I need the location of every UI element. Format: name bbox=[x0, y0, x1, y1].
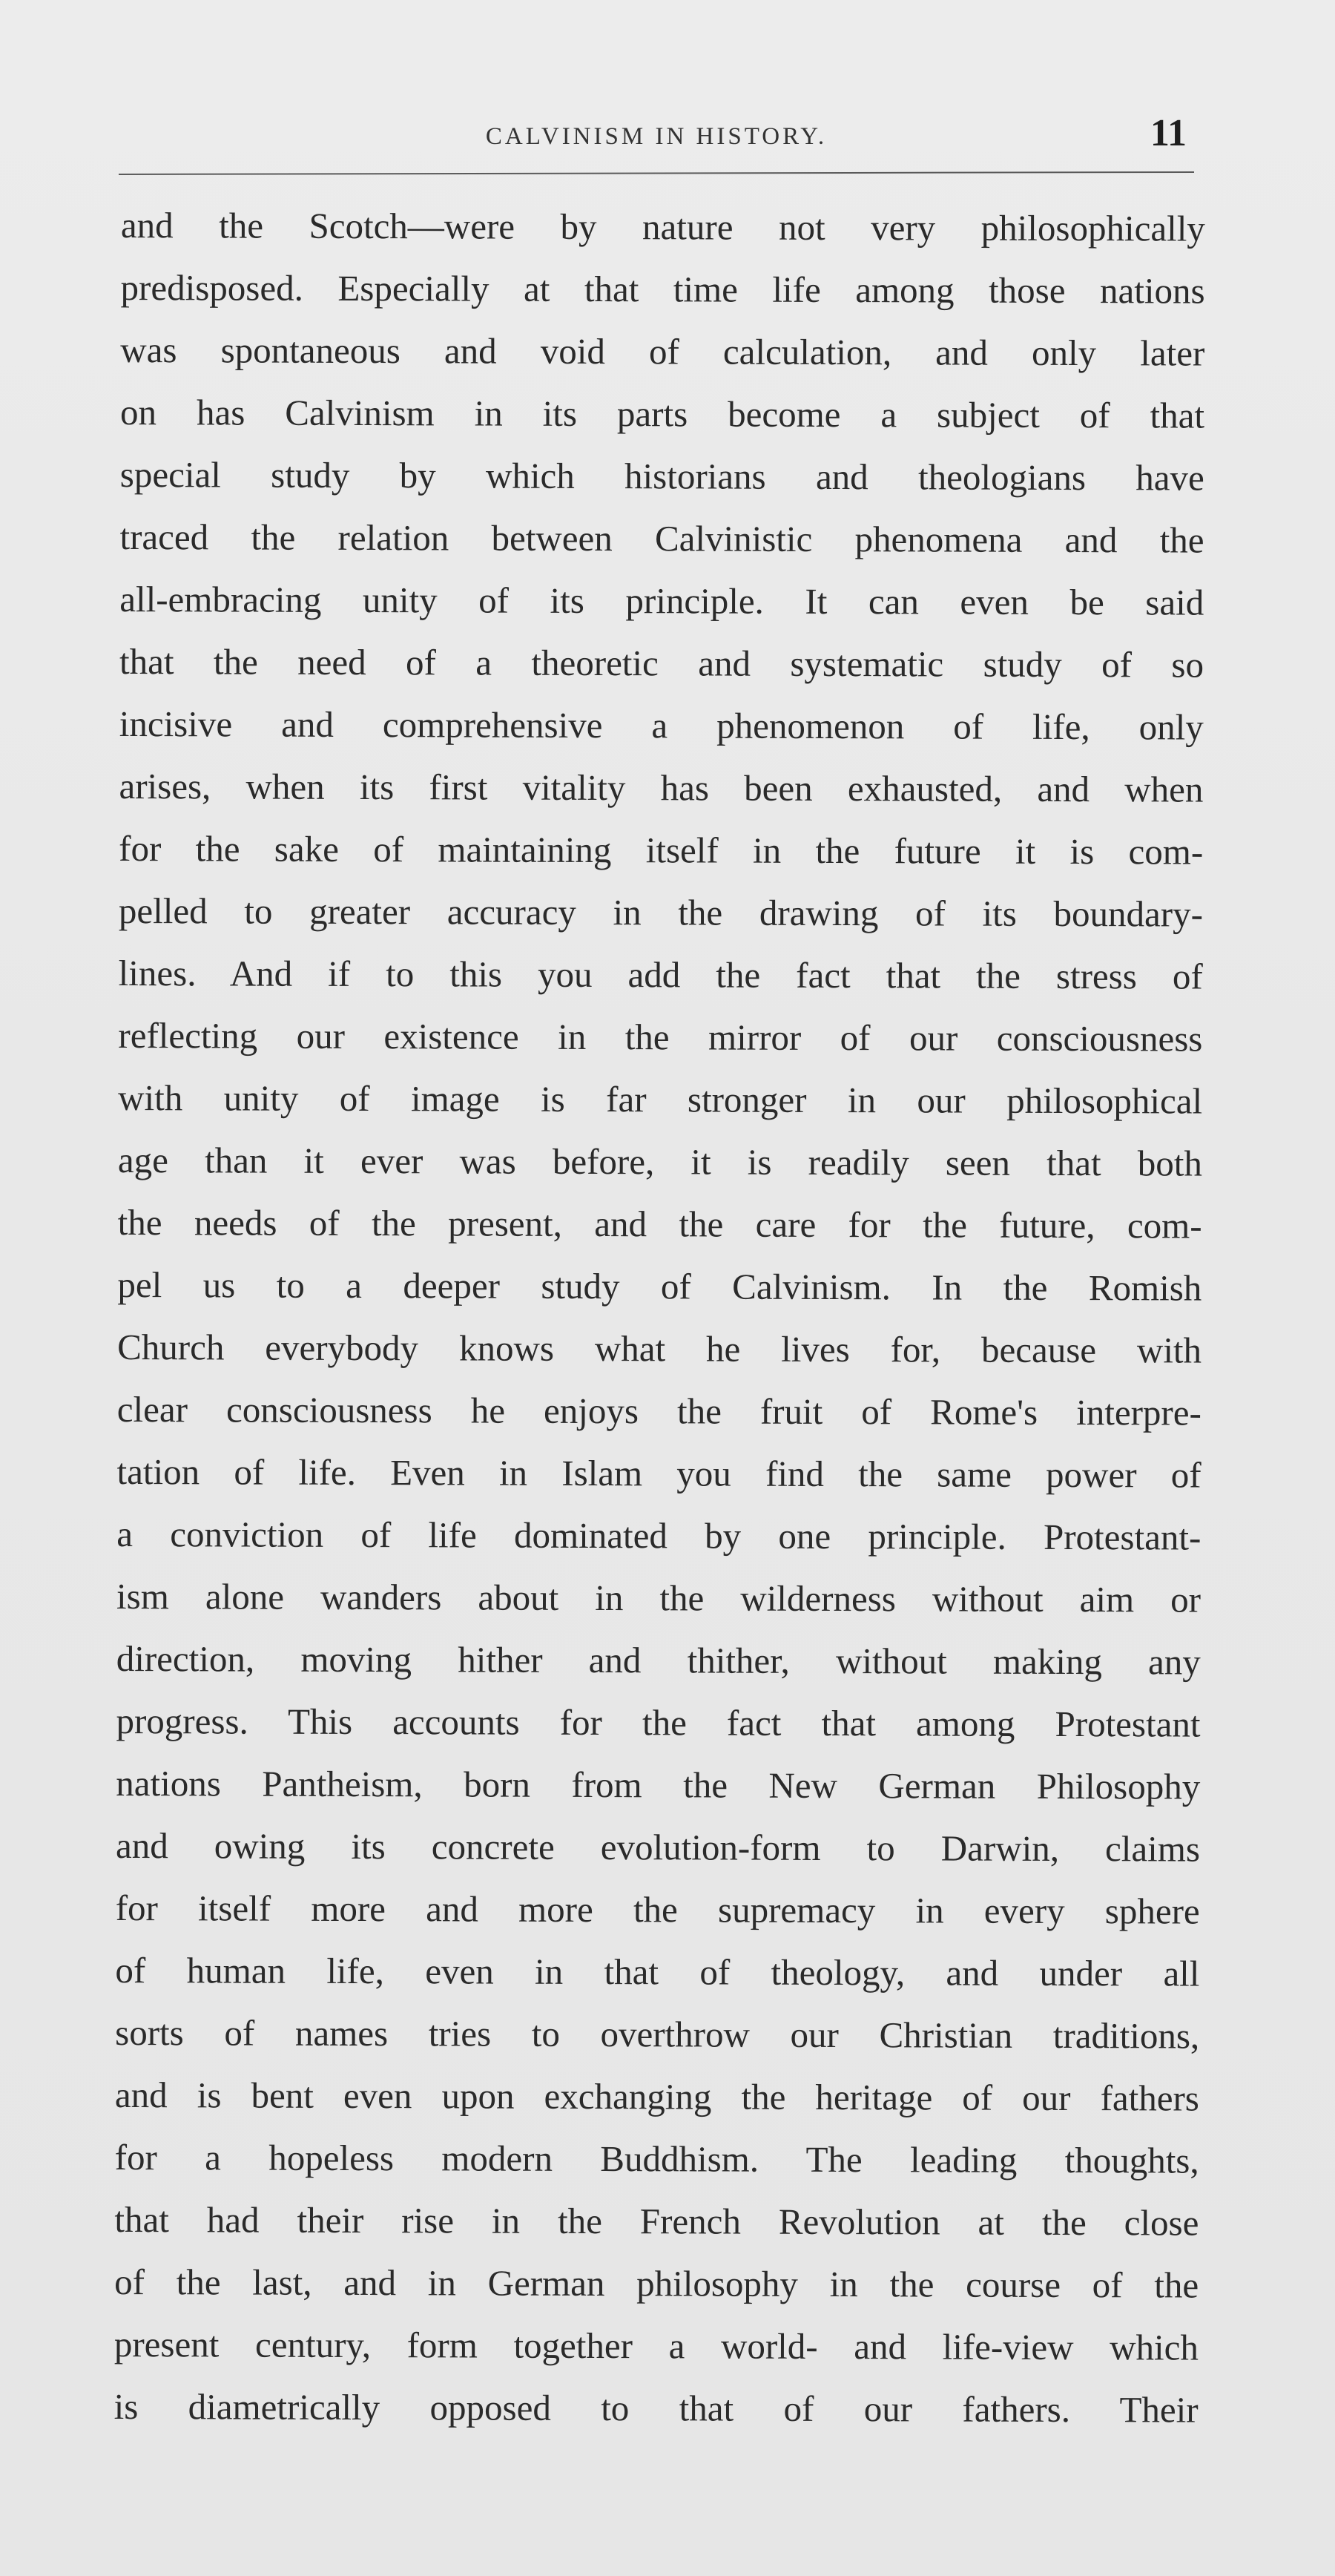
running-head bbox=[119, 112, 1194, 165]
text-line: present century, form together a world- and life-view which bbox=[113, 2323, 1199, 2368]
text-line: all-embracing unity of its principle. It can even be said bbox=[119, 578, 1204, 623]
text-line: lines. And if to this you add the fact that the stress of bbox=[118, 952, 1203, 997]
text-line: on has Calvinism in its parts become a subject of that bbox=[119, 391, 1205, 436]
text-line: clear consciousness he enjoys the fruit of Rome's interpre- bbox=[116, 1388, 1202, 1433]
body-text bbox=[113, 194, 1204, 2442]
text-line: reflecting our existence in the mirror of our consciousness bbox=[118, 1014, 1203, 1059]
text-line: and is bent even upon exchanging the heritage of our fathers bbox=[114, 2074, 1200, 2119]
text-line: incisive and comprehensive a phenomenon of life, only bbox=[119, 703, 1204, 748]
text-line: of human life, even in that of theology, and under all bbox=[115, 1949, 1200, 1994]
text-line: for itself more and more the supremacy in every sphere bbox=[115, 1887, 1200, 1932]
text-line: pelled to greater accuracy in the drawing of its boundary- bbox=[118, 890, 1204, 935]
text-line: for a hopeless modern Buddhism. The leading thoughts, bbox=[114, 2136, 1199, 2181]
text-line: tation of life. Even in Islam you find the same power of bbox=[116, 1450, 1202, 1496]
text-line: and owing its concrete evolution-form to Darwin, claims bbox=[115, 1824, 1201, 1870]
text-line: a conviction of life dominated by one principle. Protestant- bbox=[116, 1513, 1202, 1558]
text-line: and the Scotch—were by nature not very philosophically bbox=[120, 204, 1205, 249]
text-line: the needs of the present, and the care for the future, com- bbox=[117, 1201, 1202, 1246]
text-line: of the last, and in German philosophy in the course of the bbox=[114, 2261, 1199, 2306]
text-line: that the need of a theoretic and systematic study of so bbox=[119, 640, 1204, 686]
text-line: predisposed. Especially at that time life among those nations bbox=[120, 266, 1205, 312]
text-line: arises, when its first vitality has been exhausted, and when bbox=[119, 765, 1204, 810]
text-line: pel us to a deeper study of Calvinism. In the Romish bbox=[117, 1264, 1202, 1309]
text-line: is diametrically opposed to that of our fathers. Their bbox=[113, 2385, 1199, 2431]
text-line: direction, moving hither and thither, without making any bbox=[116, 1637, 1201, 1683]
header-rule bbox=[119, 171, 1194, 175]
page-number: 11 bbox=[1150, 112, 1187, 154]
running-title: CALVINISM IN HISTORY. bbox=[485, 123, 828, 150]
text-line: progress. This accounts for the fact that among Protestant bbox=[116, 1700, 1201, 1745]
text-line: for the sake of maintaining itself in the future it is com- bbox=[119, 827, 1204, 873]
text-line: that had their rise in the French Revolution at the close bbox=[114, 2198, 1199, 2244]
text-line: sorts of names tries to overthrow our Christian traditions, bbox=[115, 2011, 1200, 2057]
text-line: Church everybody knows what he lives for, because with bbox=[117, 1326, 1202, 1371]
text-line: was spontaneous and void of calculation, and only later bbox=[120, 329, 1205, 374]
text-line: nations Pantheism, born from the New German Philosophy bbox=[116, 1762, 1201, 1807]
text-line: traced the relation between Calvinistic phenomena and the bbox=[119, 516, 1204, 561]
text-line: special study by which historians and theologians have bbox=[119, 453, 1204, 499]
text-line: with unity of image is far stronger in our philosophical bbox=[118, 1077, 1203, 1122]
text-line: ism alone wanders about in the wilderness without aim or bbox=[116, 1575, 1202, 1620]
text-line: age than it ever was before, it is readily seen that both bbox=[117, 1139, 1202, 1184]
